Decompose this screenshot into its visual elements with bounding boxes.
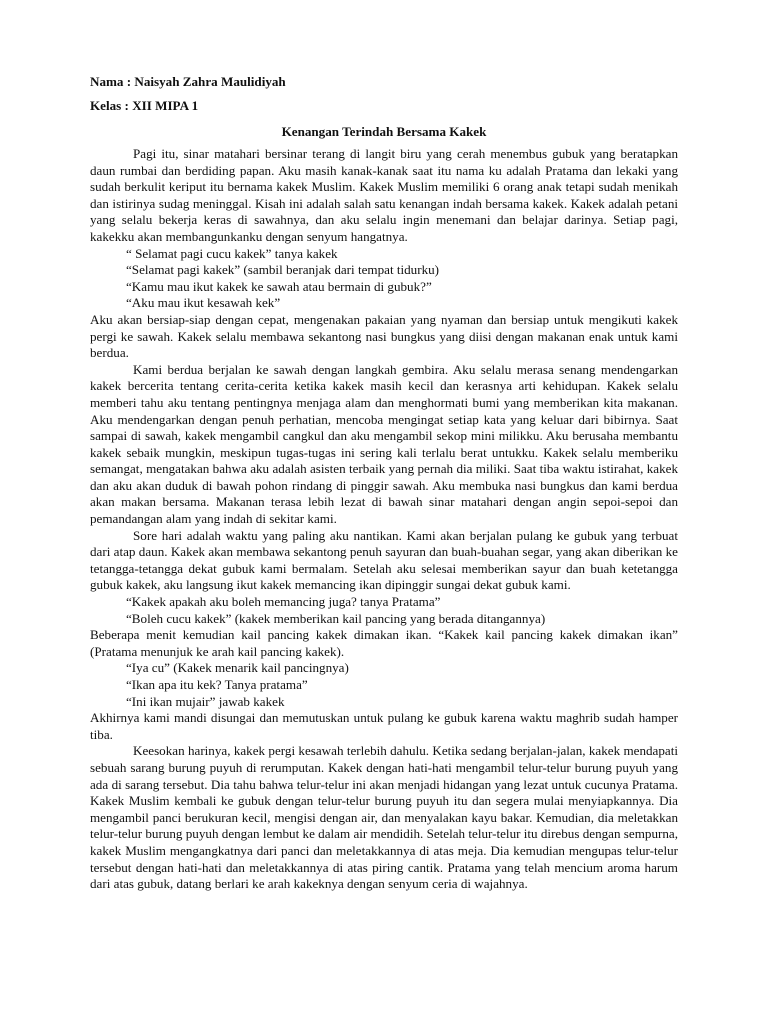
paragraph: Keesokan harinya, kakek pergi kesawah terlebih dahulu. Ketika sedang berjalan-jalan, kakek mendapati sebuah sarang burung puyuh di rerumputan. Kakek dengan hati-hati mengambil telur-telur burung puyuh yang ada di sarang tersebut. Dia tahu bahwa telur-telur ini akan menjadi hidangan yang lezat untuk cucunya Pratama. Kakek Muslim kembali ke gubuk dengan telur-telur burung puyuh itu dan segera mulai menyiapkannya. Dia mengambil panci berukuran kecil, mengisi dengan air, dan menyalakan kayu bakar. Kemudian, dia meletakkan telur-telur burung puyuh dengan lembut ke dalam air mendidih. Setelah telur-telur itu direbus dengan sempurna, kakek Muslim mengangkatnya dari panci dan meletakkannya di atas meja. Dia kemudian mengupas telur-telur tersebut dengan hati-hati dan meletakkannya di atas piring cantik. Pratama yang telah mencium aroma harum dari atas gubuk, datang berlari ke arah kakeknya dengan senyum ceria di wajahnya.: [90, 743, 678, 892]
student-name-line: [90, 70, 678, 94]
dialog-line: “Aku mau ikut kesawah kek”: [126, 295, 281, 311]
paragraph: Sore hari adalah waktu yang paling aku nantikan. Kami akan berjalan pulang ke gubuk yang terbuat dari atap daun. Kakek akan membawa sekantong penuh sayuran dan buah-buahan segar, yang akan diberikan ke tetangga-tetangga dekat gubuk kami bermalam. Setelah aku selesai memberikan sayur dan buah ketetangga gubuk kakek, aku langsung ikut kakek memancing ikan dipinggir sungai dekat gubuk kami.: [90, 527, 678, 593]
dialog-line: “ Selamat pagi cucu kakek” tanya kakek: [126, 245, 338, 261]
paragraph: Aku akan bersiap-siap dengan cepat, mengenakan pakaian yang nyaman dan bersiap untuk mengikuti kakek pergi ke sawah. Kakek selalu membawa sekantong nasi bungkus yang diisi dengan makanan enak untuk kami berdua.: [90, 311, 678, 361]
document-page: [90, 70, 678, 893]
paragraph: Beberapa menit kemudian kail pancing kakek dimakan ikan. “Kakek kail pancing kakek dimakan ikan” (Pratama menunjuk ke arah kail pancing kakek).: [90, 627, 678, 659]
paragraph: Pagi itu, sinar matahari bersinar terang di langit biru yang cerah menembus gubuk yang beratapkan daun rumbai dan berdiding papan. Aku masih kanak-kanak saat itu nama ku adalah Pratama dan lekaki yang sudah berkulit keriput itu bernama kakek Muslim. Kakek Muslim memiliki 6 orang anak tetapi sudah menikah dan istirinya sudag meninggal. Kisah ini adalah salah satu kenangan indah bersama kakek. Kakek adalah petani yang selalu bekerja keras di sawahnya, dan aku selalu ingin menemani dan belajar darinya. Setiap pagi, kakekku akan membangunkanku dengan senyum hangatnya.: [90, 146, 678, 244]
dialog-line: “Kamu mau ikut kakek ke sawah atau bermain di gubuk?”: [126, 278, 432, 294]
dialog-line: “Ini ikan mujair” jawab kakek: [126, 693, 285, 709]
story-body: [90, 146, 678, 893]
paragraph: Akhirnya kami mandi disungai dan memutuskan untuk pulang ke gubuk karena waktu maghrib sudah hamper tiba.: [90, 710, 678, 742]
dialog-line: “Kakek apakah aku boleh memancing juga? tanya Pratama”: [126, 594, 441, 610]
paragraph: Kami berdua berjalan ke sawah dengan langkah gembira. Aku selalu merasa senang mendengarkan kakek bercerita tentang cerita-cerita ketika kakek masih kecil dan kerasnya arti kehidupan. Kakek selalu memberi tahu aku tentang pentingnya menjaga alam dan menghormati bumi yang memberikan kita makanan. Aku mendengarkan dengan penuh perhatian, mencoba mengingat setiap kata yang keluar dari bibirnya. Saat sampai di sawah, kakek mengambil cangkul dan aku mengambil sekop mini milikku. Aku berusaha membantu kakek sebaik mungkin, meskipun tugas-tugas ini sering kali terlalu berat untukku. Kakek selalu memberiku semangat, mengatakan bahwa aku adalah asisten terbaik yang pernah dia miliki. Saat tiba waktu istirahat, kakek dan aku akan duduk di bawah pohon rindang di pinggir sawah. Aku membuka nasi bungkus dan kami berdua akan makan bersama. Makanan terasa lebih lezat di bawah sinar matahari dengan angin sepoi-sepoi dan pemandangan alam yang indah di sekitar kami.: [90, 361, 678, 527]
dialog-line: “Ikan apa itu kek? Tanya pratama”: [126, 677, 308, 692]
class-label: Kelas :: [90, 98, 133, 113]
name-label: Nama :: [90, 74, 135, 89]
dialog-line: “Iya cu” (Kakek menarik kail pancingnya): [126, 660, 349, 676]
dialog-line: “Selamat pagi kakek” (sambil beranjak dari tempat tidurku): [126, 262, 440, 278]
student-class-line: [90, 94, 678, 118]
document-title: Kenangan Terindah Bersama Kakek: [281, 124, 487, 139]
student-name: Naisyah Zahra Maulidiyah: [134, 74, 286, 89]
dialog-line: “Boleh cucu kakek” (kakek memberikan kail pancing yang berada ditangannya): [126, 610, 546, 626]
student-class: XII MIPA 1: [132, 98, 199, 113]
